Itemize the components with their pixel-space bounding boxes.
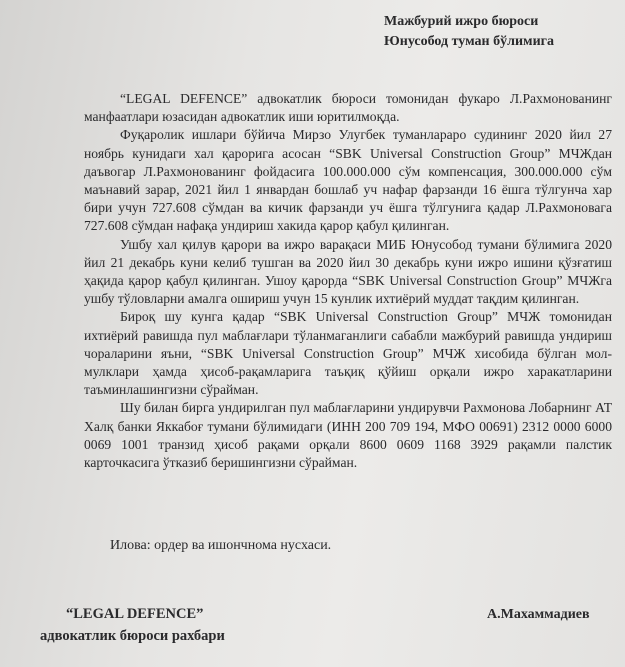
- paragraph-execution-order: Ушбу хал қилув қарори ва ижро варақаси МИБ Юнусобод тумани бўлимига 2020 йил 21 декабрь куни келиб тушган ва 2020 йил 30 декабрь куни ижро ишини қўзғатиш ҳақида қарор қабул қилинган. Ушоу қарорда “SBK Universal Construction Group” МЧЖга ушбу тўловларни амалга ошириш учун 15 кунлик ихтиёрий муддат тақдим қилинган.: [84, 236, 612, 307]
- attachment-note: Илова: ордер ва ишончнома нусхаси.: [110, 538, 332, 553]
- organization-title: адвокатлик бюроси рахбари: [40, 628, 225, 644]
- signatory-name: А.Махаммадиев: [487, 607, 590, 622]
- addressee-line-1: Мажбурий ижро бюроси: [384, 14, 539, 29]
- paragraph-request-transfer: Шу билан бирга ундирилган пул маблағларини ундирувчи Рахмонова Лобарнинг АТ Халқ банки Яккабоғ тумани бўлимидаги (ИНН 200 709 194, МФО 00691) 2312 0000 6000 0069 1001 транзид ҳисоб рақами орқали 8600 0609 1168 3929 рақамли палстик карточкасига ўтказиб беришингизни сўрайман.: [84, 400, 612, 471]
- signature-organization: [40, 603, 225, 647]
- paragraph-intro: “LEGAL DEFENCE” адвокатлик бюроси томонидан фукаро Л.Рахмонованинг манфаатлари юзасидан адвокатлик иши юритилмоқда.: [84, 91, 612, 125]
- organization-name: “LEGAL DEFENCE”: [66, 606, 204, 622]
- letter-body: [84, 90, 612, 472]
- addressee-block: [384, 12, 614, 52]
- paragraph-court-decision: Фуқаролик ишлари бўйича Мирзо Улугбек туманлараро судининг 2020 йил 27 ноябрь кунидаги хал қарорига асосан “SBK Universal Construction Group” МЧЖдан даъвогар Л.Рахмонованинг фойдасига 100.000.000 сўм компенсация, 300.000.000 сўм маънавий зарар, 2021 йил 1 январдан бошлаб уч нафар фарзанди 16 ёшга тўлгунча хар бири учун 727.608 сўмдан ва кичик фарзанди уч ёшга тўлгунига қадар Л.Рахмоновага 727.608 сўмдан нафақа ундириш хакида қарор қабул қилинган.: [84, 127, 612, 234]
- addressee-line-2: Юнусобод туман бўлимига: [384, 34, 555, 49]
- paragraph-request-enforcement: Бироқ шу кунга қадар “SBK Universal Construction Group” МЧЖ томонидан ихтиёрий равишда пул маблағлари тўланмаганлиги сабабли мажбурий равишда ундириш чораларини яъни, “SBK Universal Construction Group” МЧЖ хисобида бўлган мол-мулклари ҳамда ҳисоб-рақамларига таъқиқ қўйиш орқали ижро харакатларини таъминлашингизни сўрайман.: [84, 309, 612, 398]
